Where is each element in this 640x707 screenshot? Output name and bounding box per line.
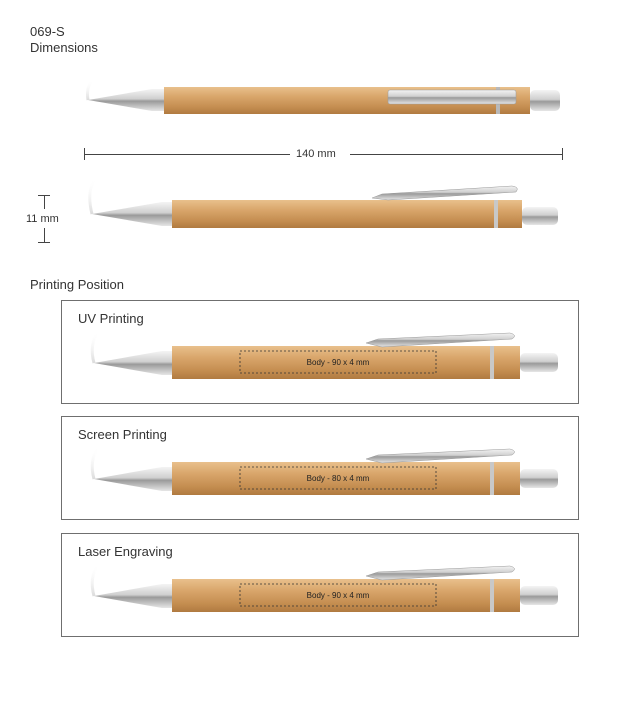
print-panel-screen: [61, 416, 579, 520]
print-panel-uv: [61, 300, 579, 404]
print-method-title: Screen Printing: [78, 427, 167, 442]
print-method-title: UV Printing: [78, 311, 144, 326]
diameter-tick-bottom: [38, 242, 50, 243]
printing-position-heading: Printing Position: [30, 277, 124, 292]
dimensions-heading: Dimensions: [30, 40, 98, 55]
length-label: 140 mm: [296, 148, 336, 160]
diameter-line-bottom: [44, 228, 45, 242]
pen-print-preview: [86, 443, 566, 513]
print-area-label: Body - 90 x 4 mm: [306, 591, 370, 600]
print-panel-laser: [61, 533, 579, 637]
length-line-right: [350, 154, 562, 155]
print-method-title: Laser Engraving: [78, 544, 173, 559]
pen-print-preview: [86, 560, 566, 630]
pen-print-preview: [86, 327, 566, 397]
diameter-label: 11 mm: [26, 213, 59, 225]
print-area-label: Body - 90 x 4 mm: [306, 358, 370, 367]
pen-top-view: [82, 76, 572, 128]
length-line-left: [84, 154, 290, 155]
product-code: 069-S: [30, 24, 65, 39]
length-tick-right: [562, 148, 563, 160]
diameter-line-top: [44, 195, 45, 209]
print-area-label: Body - 80 x 4 mm: [306, 474, 370, 483]
pen-side-view: [82, 178, 572, 240]
